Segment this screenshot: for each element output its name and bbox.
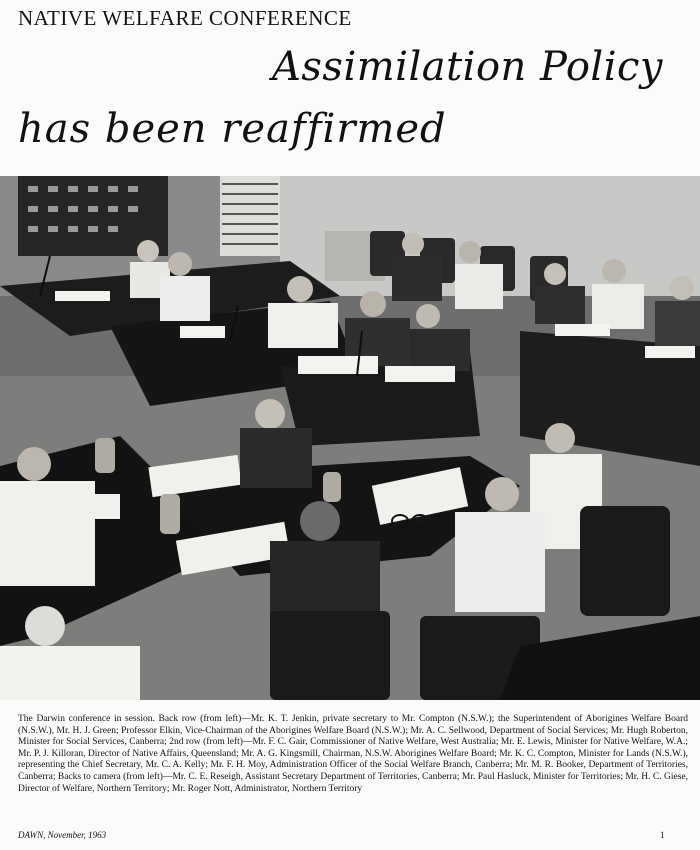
headline-line-2: has been reaffirmed <box>18 106 447 152</box>
publication-footer: DAWN, November, 1963 <box>18 830 107 840</box>
conference-photo <box>0 176 700 700</box>
section-kicker: NATIVE WELFARE CONFERENCE <box>18 6 352 30</box>
page-number: 1 <box>660 830 665 840</box>
photo-caption: The Darwin conference in session. Back row (from left)—Mr. K. T. Jenkin, private secretary to Mr. Compton (N.S.W.); the Superintendent of Aborigines Welfare Board (N.S.W.), Mr. H. J. Green; Professor Elkin, Vice-Chairman of the Aborigines Welfare Board (N.S.W.); Mr. A. C. Sellwood, Department of Social Services; Mr. Hugh Roberton, Minister for Social Services, Canberra; 2nd row (from left)—Mr. F. C. Gair, Commissioner of Native Welfare, West Australia; Mr. E. Lewis, Minister for Native Welfare, W.A.; Mr. P. J. Killoran, Director of Native Affairs, Queensland; Mr. A. G. Kingsmill, Chairman, N.S.W. Aborigines Welfare Board; Mr. K. C. Compton, Minister for Lands (N.S.W.), representing the Chief Secretary, Mr. C. A. Kelly; Mr. F. H. Moy, Administration Officer of the Social Welfare Branch, Canberra; Mr. M. R. Booker, Department of Territories, Canberra; Backs to camera (from left)—Mr. C. E. Reseigh, Assistant Secretary Department of Territories, Canberra; Mr. Paul Hasluck, Minister for Territories; Mr. H. C. Giese, Director of Welfare, Northern Territory; Mr. Roger Nott, Administrator, Northern Territory <box>18 714 688 794</box>
headline-line-1: Assimilation Policy <box>272 44 663 90</box>
